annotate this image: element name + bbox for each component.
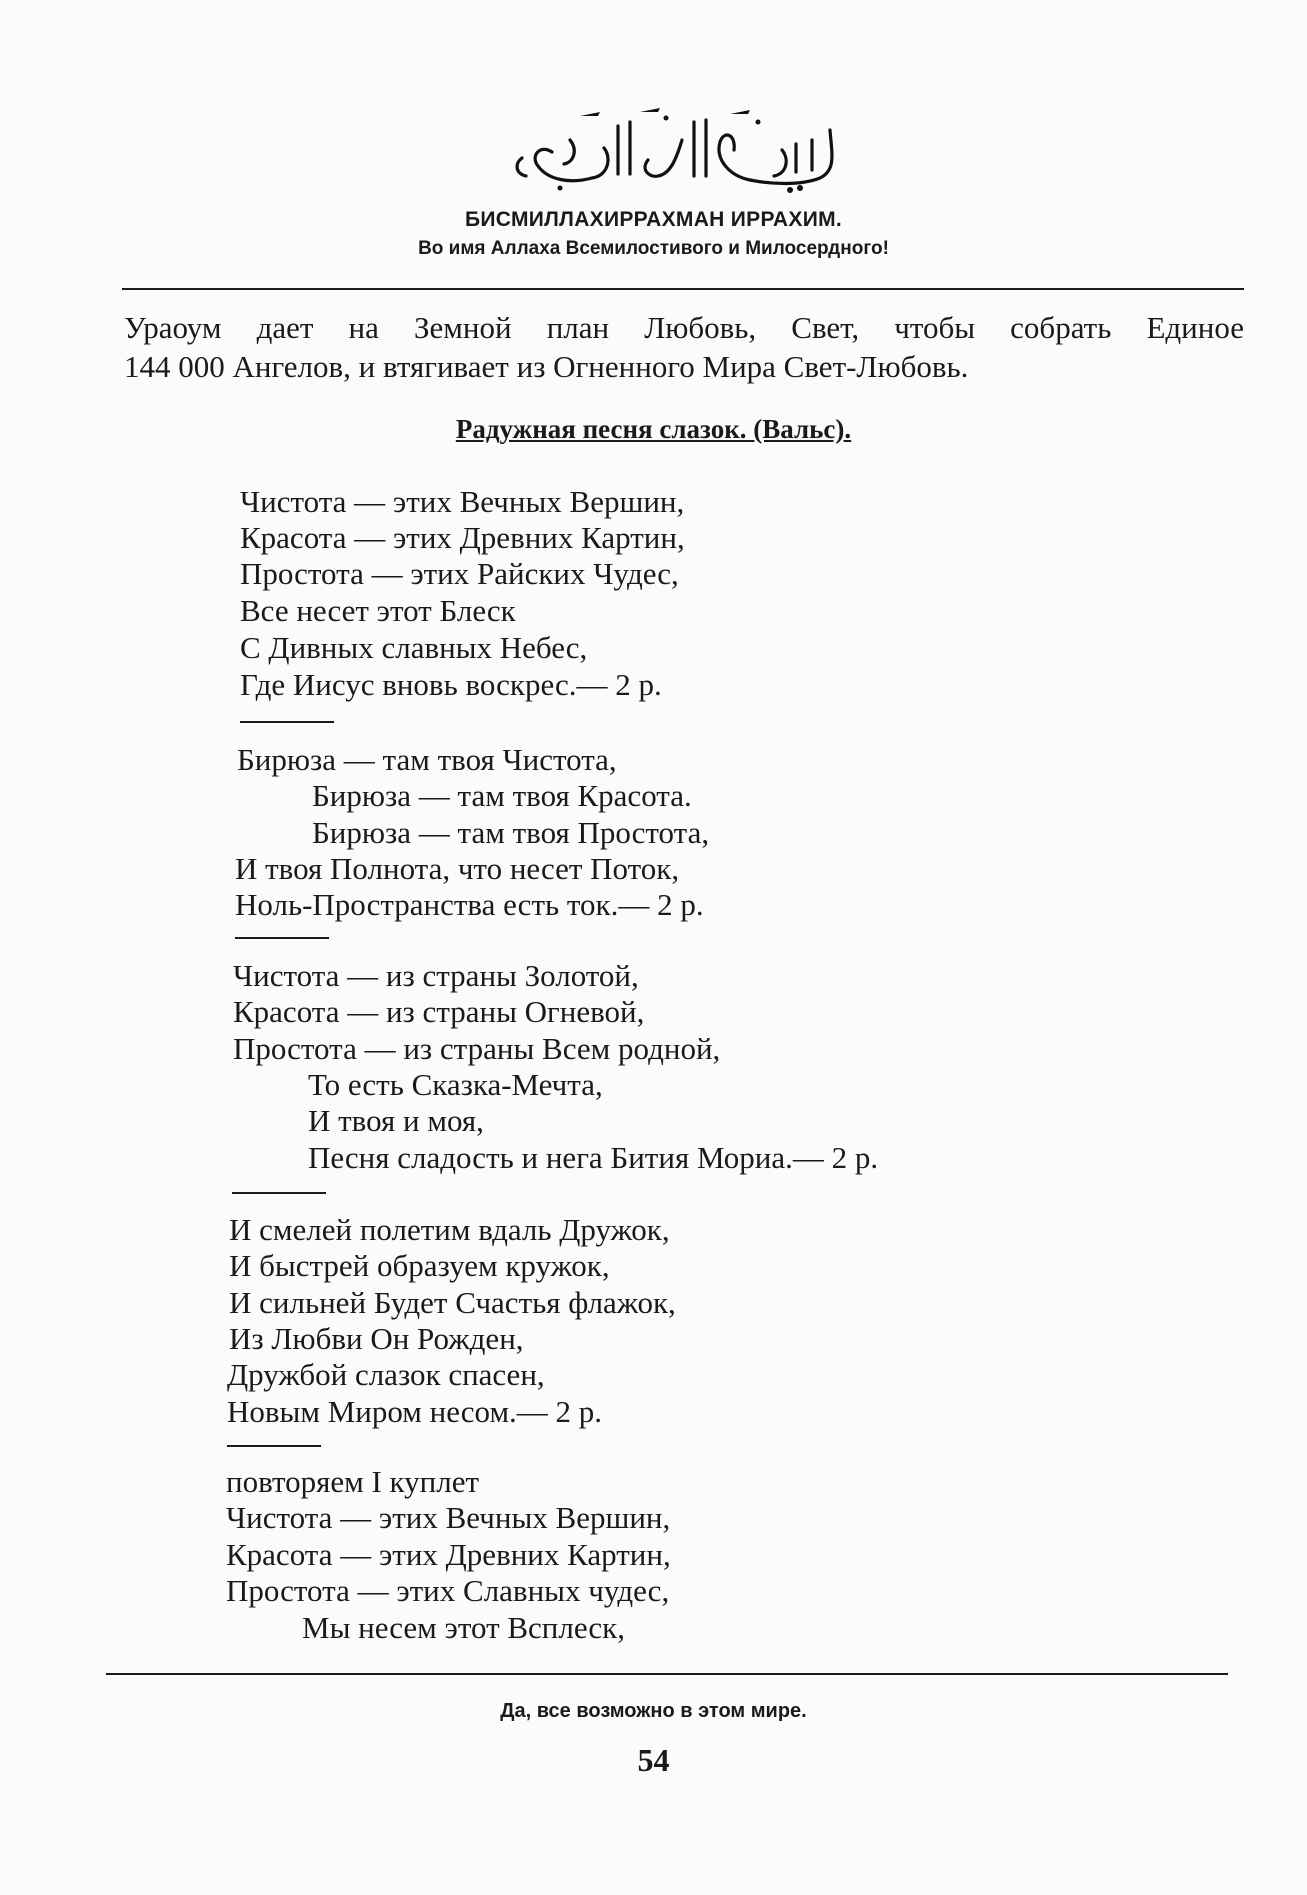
verse-line: Красота — этих Древних Картин, <box>240 520 685 555</box>
intro-line-2: 144 000 Ангелов, и втягивает из Огненного Мира Свет-Любовь. <box>124 349 969 384</box>
verse-line: Бирюза — там твоя Чистота, <box>237 742 617 777</box>
verse-line: То есть Сказка-Мечта, <box>308 1067 603 1102</box>
arabic-calligraphy-logo <box>500 100 860 195</box>
intro-word: собрать <box>1010 310 1112 345</box>
intro-word: план <box>546 310 610 345</box>
verse-line: Все несет этот Блеск <box>240 593 516 628</box>
verse-separator <box>235 937 329 939</box>
verse-line: Бирюза — там твоя Простота, <box>312 815 710 850</box>
intro-line-1 <box>124 308 1244 347</box>
verse-separator <box>232 1192 326 1194</box>
verse-line: повторяем I куплет <box>226 1464 480 1499</box>
intro-word: Единое <box>1146 310 1244 345</box>
intro-word: Ураоум <box>124 310 222 345</box>
verse-line: Новым Миром несом.— 2 р. <box>227 1394 603 1429</box>
verse-line: Ноль-Пространства есть ток.— 2 р. <box>235 887 704 922</box>
verse-line: И смелей полетим вдаль Дружок, <box>229 1212 670 1247</box>
verse-line: Красота — этих Древних Картин, <box>226 1537 671 1572</box>
intro-word: Свет, <box>791 310 860 345</box>
verse-line: И быстрей образуем кружок, <box>229 1248 610 1283</box>
verse-line: С Дивных славных Небес, <box>240 630 588 665</box>
header-subtitle: Во имя Аллаха Всемилостивого и Милосердного! <box>418 238 889 259</box>
page-number: 54 <box>637 1742 670 1778</box>
verse-line: И твоя и моя, <box>308 1103 484 1138</box>
verse-line: Красота — из страны Огневой, <box>233 994 645 1029</box>
song-title: Радужная песня слазок. (Вальс). <box>455 414 852 444</box>
verse-line: Простота — этих Райских Чудес, <box>240 556 679 591</box>
verse-line: Чистота — этих Вечных Вершин, <box>240 484 685 519</box>
intro-paragraph <box>124 308 1244 386</box>
verse-line: Из Любви Он Рожден, <box>229 1321 524 1356</box>
top-rule <box>122 288 1244 290</box>
verse-separator <box>240 721 334 723</box>
verse-line: Песня сладость и нега Бития Мориа.— 2 р. <box>308 1140 879 1175</box>
verse-line: Простота — из страны Всем родной, <box>233 1031 721 1066</box>
intro-word: Земной <box>414 310 512 345</box>
verse-separator <box>227 1445 321 1447</box>
intro-word: чтобы <box>894 310 976 345</box>
verse-line: Чистота — из страны Золотой, <box>233 958 639 993</box>
verse-line: И твоя Полнота, что несет Поток, <box>235 851 680 886</box>
intro-word: Любовь, <box>644 310 757 345</box>
footer-quote: Да, все возможно в этом мире. <box>500 1700 807 1722</box>
verse-line: Где Иисус вновь воскрес.— 2 р. <box>240 667 662 702</box>
verse-line: Простота — этих Славных чудес, <box>226 1573 670 1608</box>
verse-line: Чистота — этих Вечных Вершин, <box>226 1500 671 1535</box>
verse-line: Дружбой слазок спасен, <box>227 1357 545 1392</box>
intro-word: на <box>348 310 379 345</box>
verse-line: Бирюза — там твоя Красота. <box>312 778 692 813</box>
bottom-rule <box>106 1673 1228 1675</box>
intro-word: дает <box>256 310 314 345</box>
verse-line: И сильней Будет Счастья флажок, <box>229 1285 676 1320</box>
verse-line: Мы несем этот Всплеск, <box>302 1610 625 1645</box>
header-title: БИСМИЛЛАХИРРАХМАН ИРРАХИМ. <box>464 208 843 231</box>
